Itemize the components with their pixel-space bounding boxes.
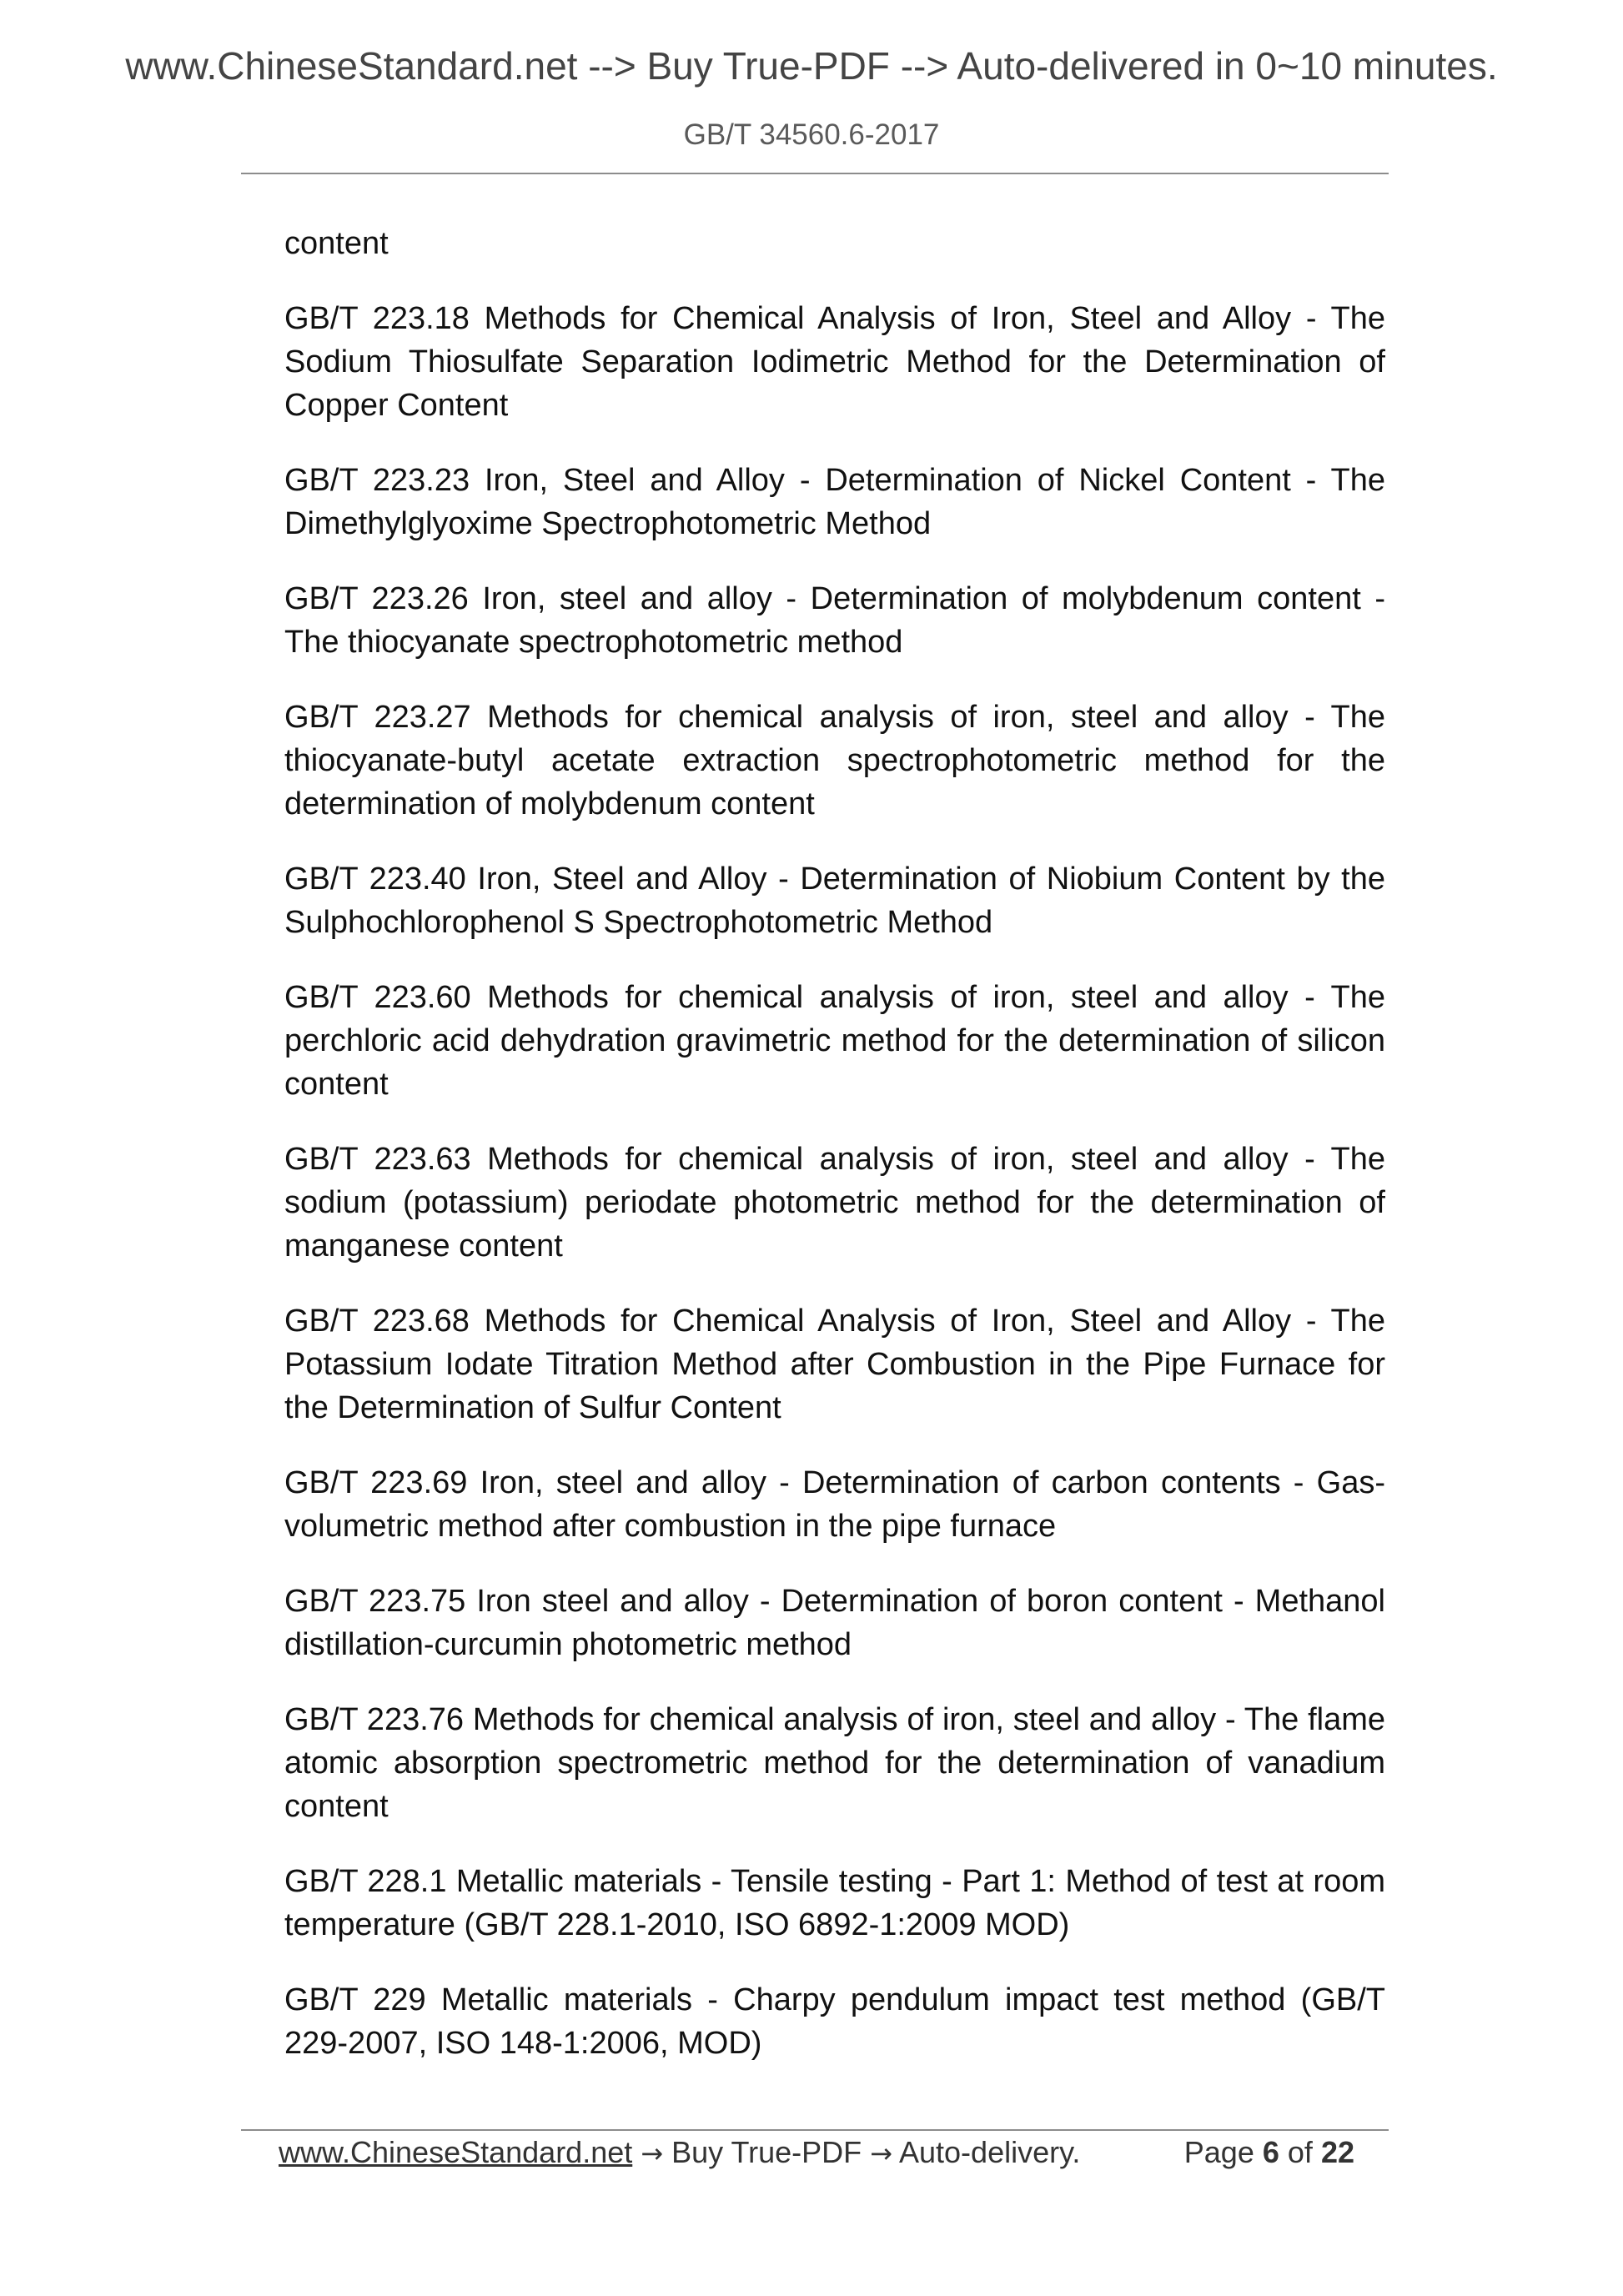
paragraph: GB/T 223.26 Iron, steel and alloy - Determination of molybdenum content - The thiocyanate spectrophotometric method bbox=[284, 581, 1385, 660]
page-number bbox=[1184, 2135, 1354, 2170]
paragraph: GB/T 223.23 Iron, Steel and Alloy - Determination of Nickel Content - The Dimethylglyoxime Spectrophotometric Method bbox=[284, 463, 1385, 541]
paragraph: GB/T 223.75 Iron steel and alloy - Determination of boron content - Methanol distillation-curcumin photometric method bbox=[284, 1584, 1385, 1662]
paragraph: GB/T 229 Metallic materials - Charpy pendulum impact test method (GB/T 229-2007, ISO 148-1:2006, MOD) bbox=[284, 1982, 1385, 2061]
paragraph: GB/T 223.68 Methods for Chemical Analysis of Iron, Steel and Alloy - The Potassium Iodate Titration Method after Combustion in the Pipe Furnace for the Determination of Sulfur Content bbox=[284, 1304, 1385, 1425]
document-body bbox=[284, 222, 1385, 2097]
page-total: 22 bbox=[1320, 2135, 1354, 2169]
page-footer bbox=[279, 2135, 1354, 2178]
paragraph: GB/T 223.18 Methods for Chemical Analysis of Iron, Steel and Alloy - The Sodium Thiosulfate Separation Iodimetric Method for the Determination of Copper Content bbox=[284, 301, 1385, 423]
footer-buy-text: Buy True-PDF bbox=[671, 2135, 862, 2169]
paragraph: GB/T 228.1 Metallic materials - Tensile testing - Part 1: Method of test at room temperature (GB/T 228.1-2010, ISO 6892-1:2009 MOD) bbox=[284, 1864, 1385, 1942]
footer-delivery-text: Auto-delivery. bbox=[899, 2135, 1081, 2169]
top-banner: www.ChineseStandard.net --> Buy True-PDF --> Auto-delivered in 0~10 minutes. bbox=[125, 44, 1498, 88]
page-current: 6 bbox=[1262, 2135, 1279, 2169]
page-of-label: of bbox=[1287, 2135, 1313, 2169]
page-label: Page bbox=[1183, 2135, 1254, 2169]
paragraph: GB/T 223.63 Methods for chemical analysis of iron, steel and alloy - The sodium (potassium) periodate photometric method for the determination of manganese content bbox=[284, 1142, 1385, 1264]
footer-promo bbox=[279, 2135, 1080, 2170]
paragraph: content bbox=[284, 226, 389, 261]
document-code: GB/T 34560.6-2017 bbox=[683, 118, 940, 151]
paragraph: GB/T 223.69 Iron, steel and alloy - Determination of carbon contents - Gas-volumetric method after combustion in the pipe furnace bbox=[284, 1465, 1385, 1544]
arrow-right-icon: → bbox=[870, 2138, 892, 2169]
arrow-right-icon: → bbox=[641, 2138, 664, 2169]
paragraph: GB/T 223.60 Methods for chemical analysis of iron, steel and alloy - The perchloric acid dehydration gravimetric method for the determination of silicon content bbox=[284, 980, 1385, 1102]
paragraph: GB/T 223.27 Methods for chemical analysis of iron, steel and alloy - The thiocyanate-butyl acetate extraction spectrophotometric method for the determination of molybdenum content bbox=[284, 700, 1385, 821]
paragraph: GB/T 223.40 Iron, Steel and Alloy - Determination of Niobium Content by the Sulphochlorophenol S Spectrophotometric Method bbox=[284, 862, 1385, 940]
website-link[interactable]: www.ChineseStandard.net bbox=[279, 2135, 633, 2169]
paragraph: GB/T 223.76 Methods for chemical analysis of iron, steel and alloy - The flame atomic absorption spectrometric method for the determination of vanadium content bbox=[284, 1702, 1385, 1824]
header-divider bbox=[241, 173, 1389, 174]
footer-divider bbox=[241, 2129, 1389, 2131]
